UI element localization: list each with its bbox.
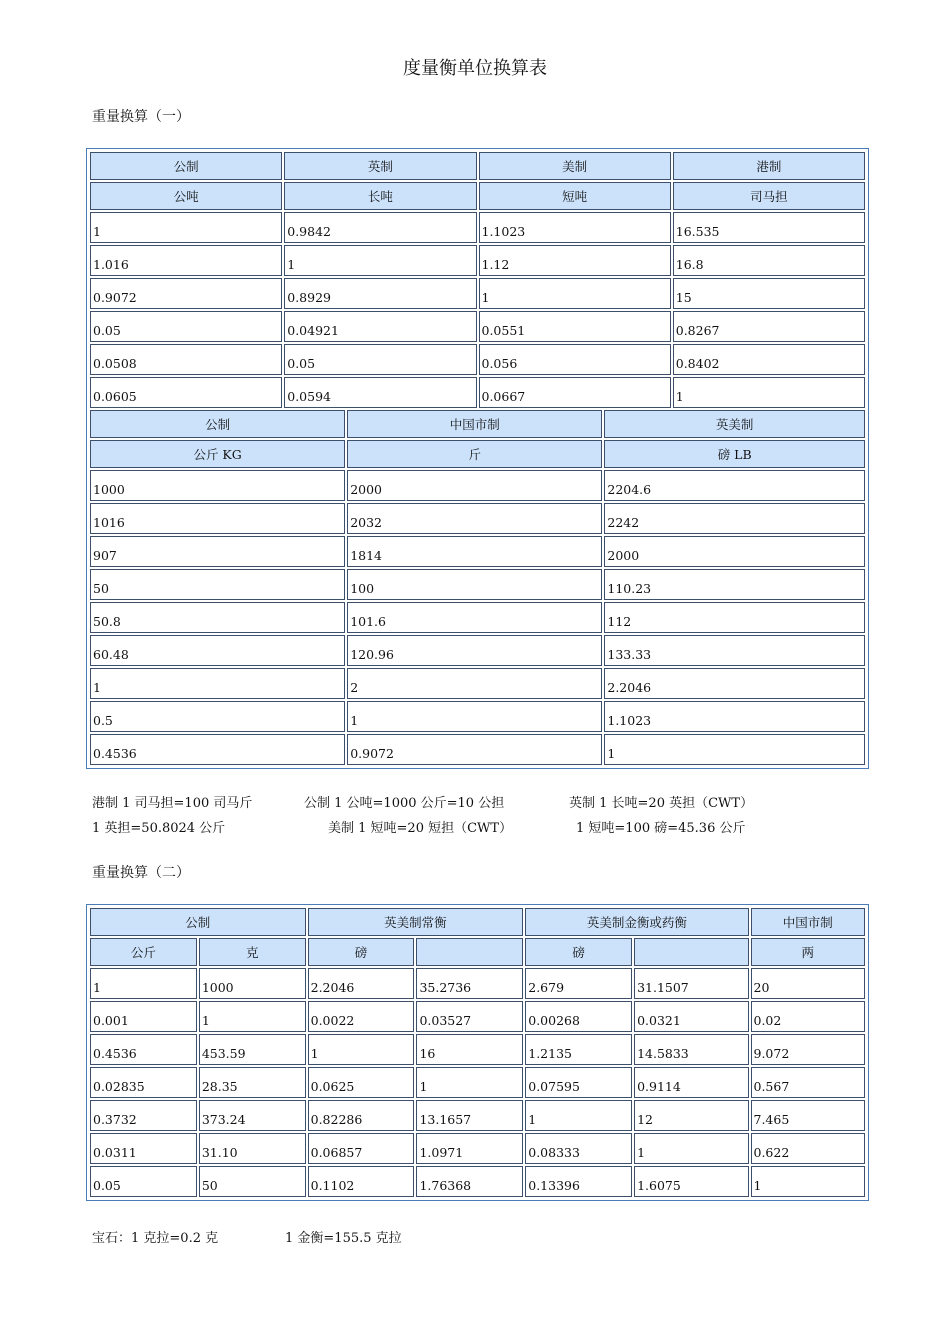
table-cell: 453.59	[199, 1034, 306, 1065]
unit-header: 磅	[525, 938, 632, 966]
table-row	[90, 569, 865, 600]
table-cell: 50.8	[90, 602, 345, 633]
table-cell: 101.6	[347, 602, 602, 633]
table-cell: 1.016	[90, 245, 282, 276]
unit-header: 司马担	[673, 182, 865, 210]
system-header: 中国市制	[751, 908, 866, 936]
weight-conversion-table-1	[86, 148, 869, 769]
table-cell: 0.03527	[416, 1001, 523, 1032]
note-long-ton: 英制 1 长吨=20 英担（CWT）	[569, 796, 754, 811]
table-row	[90, 668, 865, 699]
table-cell: 0.0667	[479, 377, 671, 408]
table-cell: 0.02	[751, 1001, 866, 1032]
table-row	[90, 311, 865, 342]
system-header: 公制	[90, 908, 306, 936]
table-cell: 0.00268	[525, 1001, 632, 1032]
table-cell: 14.5833	[634, 1034, 748, 1065]
table-cell: 0.07595	[525, 1067, 632, 1098]
table-cell: 1.1023	[479, 212, 671, 243]
table-cell: 7.465	[751, 1100, 866, 1131]
table-cell: 1	[673, 377, 865, 408]
table-cell: 1	[634, 1133, 748, 1164]
table-cell: 2204.6	[604, 470, 865, 501]
table-cell: 0.4536	[90, 1034, 197, 1065]
table-cell: 2242	[604, 503, 865, 534]
table-cell: 0.0022	[308, 1001, 415, 1032]
system-header: 公制	[90, 410, 345, 438]
table-cell: 0.9072	[90, 278, 282, 309]
table-cell: 1	[90, 968, 197, 999]
table-row	[90, 734, 865, 765]
table-cell: 0.4536	[90, 734, 345, 765]
table-cell: 2.679	[525, 968, 632, 999]
table-cell: 1.12	[479, 245, 671, 276]
note-hundredweight: 1 英担=50.8024 公斤	[92, 821, 226, 836]
table-cell: 2.2046	[604, 668, 865, 699]
table-cell: 0.1102	[308, 1166, 415, 1197]
note-short-ton: 美制 1 短吨=20 短担（CWT）	[328, 821, 513, 836]
table-row	[90, 602, 865, 633]
table-cell: 1	[347, 701, 602, 732]
table-row	[90, 1133, 865, 1164]
table-cell: 9.072	[751, 1034, 866, 1065]
table-row	[90, 635, 865, 666]
table-cell: 20	[751, 968, 866, 999]
note-carat: 宝石：1 克拉=0.2 克	[92, 1231, 219, 1246]
table-cell: 0.13396	[525, 1166, 632, 1197]
table-cell: 1	[479, 278, 671, 309]
table-row	[90, 1067, 865, 1098]
table-cell: 0.0605	[90, 377, 282, 408]
table-cell: 0.0508	[90, 344, 282, 375]
unit-header: 短吨	[479, 182, 671, 210]
table-cell: 1000	[199, 968, 306, 999]
table-cell: 0.5	[90, 701, 345, 732]
system-header-row	[90, 152, 865, 180]
table-cell: 60.48	[90, 635, 345, 666]
table-cell: 0.08333	[525, 1133, 632, 1164]
table-cell: 0.3732	[90, 1100, 197, 1131]
unit-header-row	[90, 938, 865, 966]
table-cell: 1.6075	[634, 1166, 748, 1197]
table-cell: 16.535	[673, 212, 865, 243]
table-cell: 50	[90, 569, 345, 600]
table-cell: 1.1023	[604, 701, 865, 732]
note-hk-picul: 港制 1 司马担=100 司马斤	[92, 796, 253, 811]
unit-header: 公吨	[90, 182, 282, 210]
page-title: 度量衡单位换算表	[403, 58, 547, 79]
table-cell: 0.622	[751, 1133, 866, 1164]
table-row	[90, 536, 865, 567]
table-cell: 0.0311	[90, 1133, 197, 1164]
note-short-ton-pounds: 1 短吨=100 磅=45.36 公斤	[576, 821, 746, 836]
table-cell: 13.1657	[416, 1100, 523, 1131]
table-cell: 0.0594	[284, 377, 476, 408]
table-cell: 16.8	[673, 245, 865, 276]
table-cell: 50	[199, 1166, 306, 1197]
system-header: 英美制常衡	[308, 908, 524, 936]
unit-header: 两	[751, 938, 866, 966]
table-row	[90, 377, 865, 408]
table-cell: 110.23	[604, 569, 865, 600]
table-cell: 15	[673, 278, 865, 309]
unit-header: 公斤 KG	[90, 440, 345, 468]
table-cell: 31.10	[199, 1133, 306, 1164]
table-kilograms	[88, 408, 867, 767]
unit-header: 克	[199, 938, 306, 966]
table-cell: 100	[347, 569, 602, 600]
table-cell: 133.33	[604, 635, 865, 666]
table-cell: 0.05	[90, 1166, 197, 1197]
table-cell: 1	[90, 668, 345, 699]
table-cell: 907	[90, 536, 345, 567]
table-cell: 0.06857	[308, 1133, 415, 1164]
table-cell: 2032	[347, 503, 602, 534]
system-header: 英美制	[604, 410, 865, 438]
table-cell: 16	[416, 1034, 523, 1065]
system-header: 英美制金衡或药衡	[525, 908, 748, 936]
unit-header: 公斤	[90, 938, 197, 966]
table-cell: 373.24	[199, 1100, 306, 1131]
unit-header: 斤	[347, 440, 602, 468]
table-cell: 1	[751, 1166, 866, 1197]
table-row	[90, 470, 865, 501]
table-row	[90, 212, 865, 243]
table-cell: 112	[604, 602, 865, 633]
unit-header-row	[90, 440, 865, 468]
unit-header-row	[90, 182, 865, 210]
table-cell: 1.76368	[416, 1166, 523, 1197]
section-label-weight-2: 重量换算（二）	[92, 865, 190, 881]
table-cell: 0.82286	[308, 1100, 415, 1131]
table-cell: 1	[90, 212, 282, 243]
section-label-weight-1: 重量换算（一）	[92, 109, 190, 125]
system-header: 港制	[673, 152, 865, 180]
table-cell: 0.056	[479, 344, 671, 375]
table-row	[90, 968, 865, 999]
table-cell: 1.0971	[416, 1133, 523, 1164]
table-row	[90, 1100, 865, 1131]
table-cell: 31.1507	[634, 968, 748, 999]
system-header: 美制	[479, 152, 671, 180]
table-cell: 0.567	[751, 1067, 866, 1098]
unit-header	[416, 938, 523, 966]
table-cell: 0.9072	[347, 734, 602, 765]
table-cell: 2	[347, 668, 602, 699]
note-metric-ton: 公制 1 公吨=1000 公斤=10 公担	[304, 796, 505, 811]
table-cell: 0.05	[90, 311, 282, 342]
table-cell: 1	[525, 1100, 632, 1131]
unit-header	[634, 938, 748, 966]
table-cell: 1000	[90, 470, 345, 501]
table-cell: 0.05	[284, 344, 476, 375]
table-cell: 0.8267	[673, 311, 865, 342]
table-cell: 0.0625	[308, 1067, 415, 1098]
table-tons	[88, 150, 867, 410]
table-cell: 12	[634, 1100, 748, 1131]
table-cell: 0.9114	[634, 1067, 748, 1098]
table-row	[90, 701, 865, 732]
table-troy-avoirdupois	[88, 906, 867, 1199]
note-troy-carat: 1 金衡=155.5 克拉	[285, 1231, 402, 1246]
table-cell: 1814	[347, 536, 602, 567]
unit-header: 长吨	[284, 182, 476, 210]
table-cell: 0.9842	[284, 212, 476, 243]
system-header-row	[90, 908, 865, 936]
table-cell: 35.2736	[416, 968, 523, 999]
table-row	[90, 503, 865, 534]
table-cell: 2000	[347, 470, 602, 501]
table-cell: 0.0321	[634, 1001, 748, 1032]
system-header: 英制	[284, 152, 476, 180]
table-cell: 120.96	[347, 635, 602, 666]
weight-conversion-table-2	[86, 904, 869, 1201]
table-cell: 0.001	[90, 1001, 197, 1032]
unit-header: 磅	[308, 938, 415, 966]
table-cell: 1	[199, 1001, 306, 1032]
table-cell: 28.35	[199, 1067, 306, 1098]
table-cell: 1	[308, 1034, 415, 1065]
table-row	[90, 1001, 865, 1032]
table-row	[90, 278, 865, 309]
system-header-row	[90, 410, 865, 438]
table-row	[90, 344, 865, 375]
unit-header: 磅 LB	[604, 440, 865, 468]
table-cell: 1	[604, 734, 865, 765]
table-cell: 1	[284, 245, 476, 276]
table-cell: 2.2046	[308, 968, 415, 999]
table-cell: 1016	[90, 503, 345, 534]
table-row	[90, 1166, 865, 1197]
system-header: 公制	[90, 152, 282, 180]
system-header: 中国市制	[347, 410, 602, 438]
table-cell: 1.2135	[525, 1034, 632, 1065]
table-row	[90, 245, 865, 276]
table-cell: 0.02835	[90, 1067, 197, 1098]
table-cell: 2000	[604, 536, 865, 567]
table-row	[90, 1034, 865, 1065]
table-cell: 0.8402	[673, 344, 865, 375]
table-cell: 0.04921	[284, 311, 476, 342]
table-cell: 0.0551	[479, 311, 671, 342]
table-cell: 1	[416, 1067, 523, 1098]
table-cell: 0.8929	[284, 278, 476, 309]
